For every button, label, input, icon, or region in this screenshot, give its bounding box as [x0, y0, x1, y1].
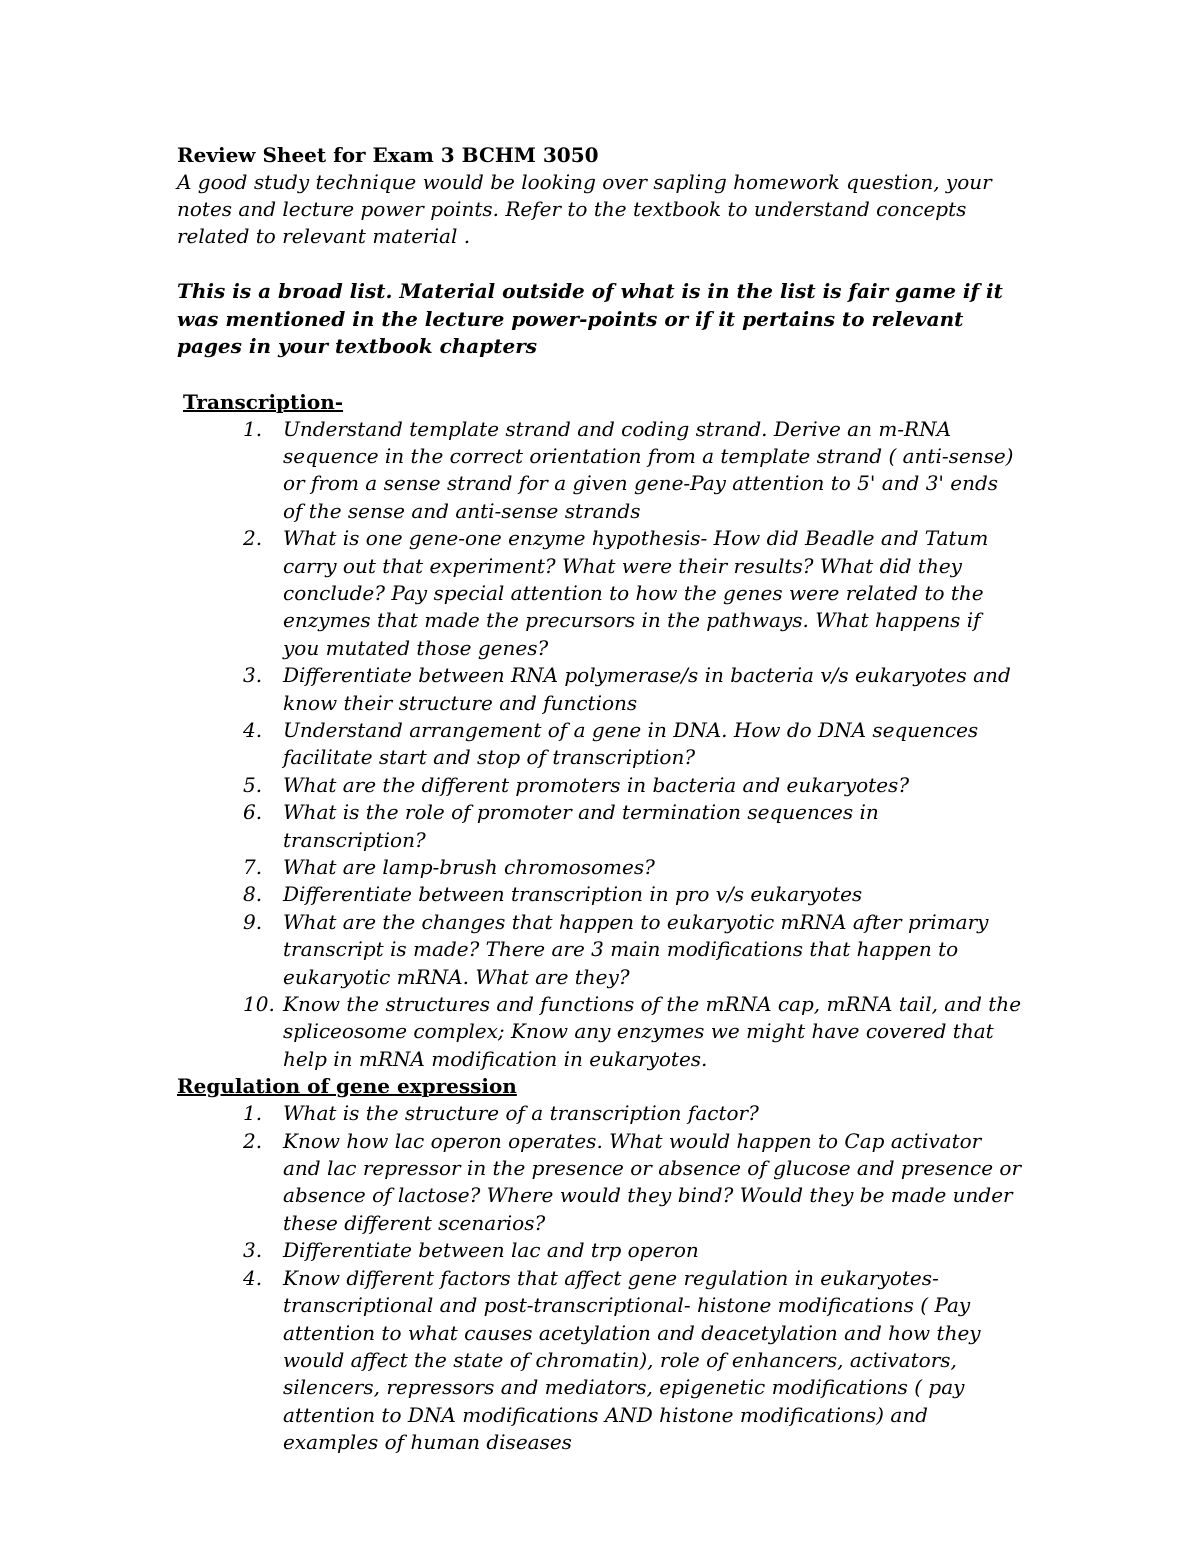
list-item: [177, 662, 1023, 717]
list-item: [177, 1100, 1023, 1127]
list-item-text: What is the structure of a transcription factor?: [283, 1101, 759, 1126]
list-item-text: Know the structures and functions of the mRNA cap, mRNA tail, and the spliceosome complex; Know any enzymes we might have covered that help in mRNA modification in eukaryotes.: [283, 992, 1022, 1071]
list-item: [177, 1237, 1023, 1264]
list-item-number: 9.: [243, 909, 263, 934]
document-page: [177, 142, 1037, 1457]
list-item-number: 3.: [243, 1238, 263, 1263]
list-item-text: What are the changes that happen to eukaryotic mRNA after primary transcript is made? There are 3 main modifications that happen to eukaryotic mRNA. What are they?: [283, 909, 989, 989]
notice-paragraph: This is a broad list. Material outside of what is in the list is fair game if it was mentioned in the lecture power-points or if it pertains to relevant pages in your textbook chapters: [177, 279, 1003, 358]
list-item: [177, 854, 1023, 881]
document-title: Review Sheet for Exam 3 BCHM 3050: [177, 143, 599, 167]
list-item-number: 7.: [243, 855, 263, 879]
list-item: [177, 525, 1023, 662]
list-item: [177, 717, 1023, 772]
transcription-list: [177, 416, 1037, 1074]
list-item: [177, 1265, 1023, 1457]
list-item-text: Know how lac operon operates. What would happen to Cap activator and lac repressor in the presence or absence of glucose and presence or absence of lactose? Where would they bind? Would they be made under these different scenarios?: [283, 1128, 1022, 1235]
list-item-text: Know different factors that affect gene regulation in eukaryotes- transcriptional and post-transcriptional- histone modifications ( Pay attention to what causes acetylation and deacetylation and how they would affect the state of chromatin), role of enhancers, activators, silencers, repressors and mediators, epigenetic modifications ( pay attention to DNA modifications AND histone modifications) and examples of human diseases: [283, 1265, 981, 1455]
list-item: [177, 1128, 1023, 1238]
list-item-text: What is the role of promoter and termination sequences in transcription?: [283, 800, 879, 852]
list-item-number: 8.: [243, 882, 263, 907]
list-item-text: Understand template strand and coding strand. Derive an m-RNA sequence in the correct orientation from a template strand ( anti-sense) or from a sense strand for a given gene-Pay attention to 5' and 3' ends of the sense and anti-sense strands: [283, 416, 1014, 523]
list-item-number: 4.: [243, 717, 263, 742]
list-item: [177, 881, 1023, 908]
list-item-number: 6.: [243, 800, 263, 825]
list-item-text: What are lamp-brush chromosomes?: [283, 855, 655, 879]
list-item-text: Differentiate between RNA polymerase/s in bacteria v/s eukaryotes and know their structure and functions: [283, 663, 1011, 715]
list-item-number: 3.: [243, 663, 263, 688]
list-item: [177, 991, 1023, 1073]
list-item-number: 1.: [243, 1101, 263, 1126]
list-item-text: What is one gene-one enzyme hypothesis- How did Beadle and Tatum carry out that experiment? What were their results? What did they conclude? Pay special attention to how the genes were related to the enzymes that made the precursors in the pathways. What happens if you mutated those genes?: [283, 526, 989, 660]
list-item-number: 4.: [243, 1265, 263, 1290]
regulation-list: [177, 1100, 1037, 1456]
list-item-text: Differentiate between lac and trp operon: [283, 1238, 699, 1263]
list-item: [177, 416, 1023, 526]
list-item-text: Differentiate between transcription in pro v/s eukaryotes: [283, 882, 863, 907]
list-item-number: 2.: [243, 1128, 263, 1153]
list-item-number: 5.: [243, 772, 263, 797]
list-item: [177, 799, 1023, 854]
section-heading-regulation: Regulation of gene expression: [177, 1074, 517, 1099]
list-item-text: What are the different promoters in bacteria and eukaryotes?: [283, 772, 910, 797]
list-item: [177, 909, 1023, 991]
list-item-number: 2.: [243, 526, 263, 551]
list-item-text: Understand arrangement of a gene in DNA. How do DNA sequences facilitate start and stop of transcription?: [283, 717, 979, 770]
list-item-number: 10.: [243, 992, 275, 1017]
section-heading-transcription: Transcription-: [183, 389, 344, 414]
list-item: [177, 772, 1023, 799]
list-item-number: 1.: [243, 416, 263, 441]
intro-paragraph: A good study technique would be looking over sapling homework question, your notes and lecture power points. Refer to the textbook to understand concepts related to relevant material .: [177, 170, 992, 248]
